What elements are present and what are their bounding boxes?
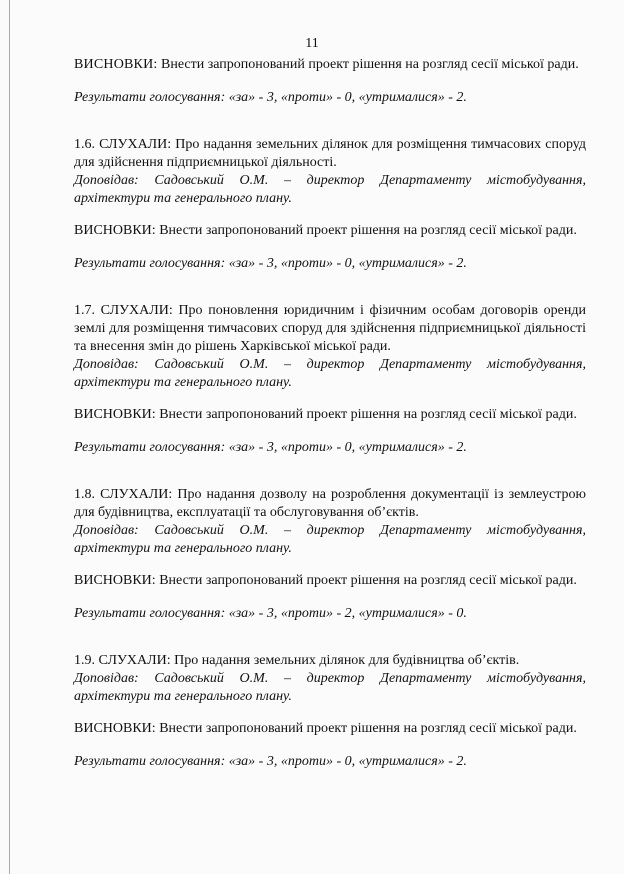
conclusion-paragraph (74, 222, 586, 240)
heard-paragraph (74, 302, 586, 356)
heard-paragraph (74, 136, 586, 172)
conclusion-text: Внести запропонований проект рішення на розгляд сесії міської ради. (159, 721, 577, 736)
heard-label: СЛУХАЛИ: (99, 137, 172, 152)
leading-block (74, 56, 586, 107)
heard-text: Про поновлення юридичним і фізичним особам договорів оренди землі для розміщення тимчасових споруд для здійснення підприємницької діяльності та внесення змін до рішень Харківської міської ради. (74, 303, 586, 354)
heard-text: Про надання земельних ділянок для розміщення тимчасових споруд для здійснення підприємницької діяльності. (74, 137, 586, 170)
heard-label: СЛУХАЛИ: (100, 303, 173, 318)
vote-result: Результати голосування: «за» - 3, «проти» - 0, «утрималися» - 2. (74, 90, 467, 105)
heard-paragraph (74, 652, 586, 670)
heard-text: Про надання дозволу на розроблення документації із землеустрою для будівництва, експлуатації та обслуговування об’єктів. (74, 487, 586, 520)
conclusion-paragraph (74, 406, 586, 424)
conclusion-label: ВИСНОВКИ: (74, 223, 156, 238)
heard-label: СЛУХАЛИ: (100, 487, 173, 502)
heard-text: Про надання земельних ділянок для будівництва об’єктів. (174, 653, 520, 668)
heard-label: СЛУХАЛИ: (98, 653, 171, 668)
reporter-line: Доповідав: Садовський О.М. – директор Департаменту містобудування, архітектури та генерального плану. (74, 671, 586, 704)
section-number: 1.9. (74, 653, 95, 668)
reporter-line: Доповідав: Садовський О.М. – директор Департаменту містобудування, архітектури та генерального плану. (74, 523, 586, 556)
vote-result: Результати голосування: «за» - 3, «проти» - 2, «утрималися» - 0. (74, 606, 467, 621)
conclusion-text: Внести запропонований проект рішення на розгляд сесії міської ради. (160, 57, 579, 72)
conclusion-label: ВИСНОВКИ: (74, 57, 158, 72)
section-number: 1.8. (74, 487, 95, 502)
document-content (74, 56, 586, 771)
conclusion-paragraph (74, 720, 586, 738)
section-number: 1.6. (74, 137, 95, 152)
reporter-line: Доповідав: Садовський О.М. – директор Департаменту містобудування, архітектури та генерального плану. (74, 357, 586, 390)
conclusion-paragraph (74, 572, 586, 590)
conclusion-text: Внести запропонований проект рішення на розгляд сесії міської ради. (159, 407, 577, 422)
agenda-section-1-8 (74, 486, 586, 623)
vote-result: Результати голосування: «за» - 3, «проти» - 0, «утрималися» - 2. (74, 440, 467, 455)
conclusion-label: ВИСНОВКИ: (74, 573, 156, 588)
agenda-section-1-7 (74, 302, 586, 457)
vote-result: Результати голосування: «за» - 3, «проти» - 0, «утрималися» - 2. (74, 256, 467, 271)
conclusion-label: ВИСНОВКИ: (74, 407, 156, 422)
vote-result: Результати голосування: «за» - 3, «проти» - 0, «утрималися» - 2. (74, 754, 467, 769)
scan-edge-line (9, 0, 10, 874)
section-number: 1.7. (74, 303, 95, 318)
reporter-line: Доповідав: Садовський О.М. – директор Департаменту містобудування, архітектури та генерального плану. (74, 173, 586, 206)
conclusion-text: Внести запропонований проект рішення на розгляд сесії міської ради. (159, 223, 577, 238)
heard-paragraph (74, 486, 586, 522)
agenda-section-1-9 (74, 652, 586, 771)
conclusion-paragraph (74, 56, 586, 74)
conclusion-text: Внести запропонований проект рішення на розгляд сесії міської ради. (159, 573, 577, 588)
page-number: 11 (305, 36, 319, 51)
agenda-section-1-6 (74, 136, 586, 273)
conclusion-label: ВИСНОВКИ: (74, 721, 156, 736)
